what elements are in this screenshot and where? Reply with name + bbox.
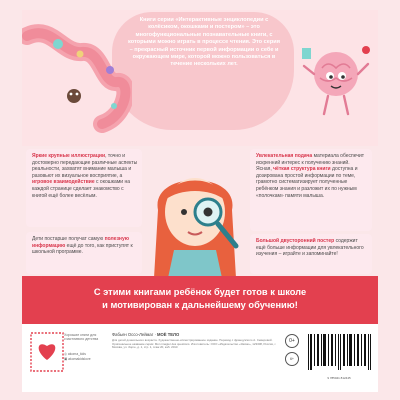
girl-with-magnifier-illustration [140,150,250,278]
social-handle: ◎ akoma_kids [64,352,86,356]
feature-body: , точно и достоверно передающие различные аспекты реальности, захватят внимание малыша и разовьют их визуальное восприятие, а [32,153,138,179]
feature-illustrations [32,153,138,199]
instagram-icon: ◎ [64,352,68,356]
age-rating-badge: 0+ [285,334,299,348]
barcode [304,330,374,376]
feature-accent: полезную информацию [32,236,130,249]
book-icon [302,48,311,59]
barcode-number: 9 785041 812445 [327,376,351,380]
intestine-illustration [22,24,132,134]
feature-body: доступна и дозирована простой информации по теме, грамотно систематизирует полученные ребёнком знания и разложит их по нужным «полочкам» памяти малыша. [256,166,358,199]
publisher-stamp [30,332,64,372]
stamp-text: Хорошие книги для счастливого детства [64,333,99,342]
feature-body: содержит ещё больше информации для увлекательного изучения – играйте и запоминайте! [256,238,364,258]
book-title: МОЁ ТЕЛО [157,332,180,337]
feature-body: материала обеспечит искренний интерес к получению знаний. Ясная, [256,153,365,173]
feature-presentation [256,153,366,199]
social-handles [64,352,108,362]
age-rating-badge: 6+ [285,352,299,366]
feature-body: Дети постарше получат самую [32,236,105,242]
author-title [112,332,284,337]
feature-accent: игровое взаимодействие [32,179,95,186]
imprint-text: Для детей дошкольного возраста. Художественно-иллюстрированное издание. Перевод с французского А. Северовой. Оригинальное название серии: Mon imagier des questions. Изготовитель: ООО «Издательство «Эксмо», 123308, Россия, г. Москва, ул. Зорге, д. 1, стр. 1, этаж 20, каб. 2013. [112,338,277,349]
brain-illustration [300,44,372,120]
author-name: Фабьен Оссо-Леймаг [112,332,154,337]
intro-text: Книги серии «Интерактивные энциклопедии с колёсиком, окошками и постером» – это многофункциональные познавательные книги, с которыми можно играть в процессе чтения. Это серия – прекрасный источник первой информации о себе и окружающем мире, которой можно пользоваться в течение нескольких лет. [128,17,280,68]
apple-icon [362,46,370,54]
feature-useful-info [32,236,138,256]
social-handle: ▣ akomakidslove [64,357,91,361]
feature-lead: Яркие крупные иллюстрации [32,153,106,159]
vk-icon: ▣ [64,357,69,361]
feature-poster [256,238,366,258]
title-separator: · [154,332,157,337]
feature-lead: Большой двусторонний постер [256,238,335,244]
slogan [38,286,362,312]
feature-body: с окошками на каждой странице сделает знакомство с книгой ещё более весёлым. [32,179,130,199]
microbe-icon [53,39,63,49]
slogan-line-1: С этими книгами ребёнок будет готов к школе [93,287,307,297]
feature-lead: Увлекательная подача [256,153,313,159]
slogan-line-2: и мотивирован к дальнейшему обучению! [102,300,298,310]
feature-accent: чёткая структура книги [273,166,331,173]
feature-body: ещё до того, как приступят к школьной программе. [32,242,133,256]
